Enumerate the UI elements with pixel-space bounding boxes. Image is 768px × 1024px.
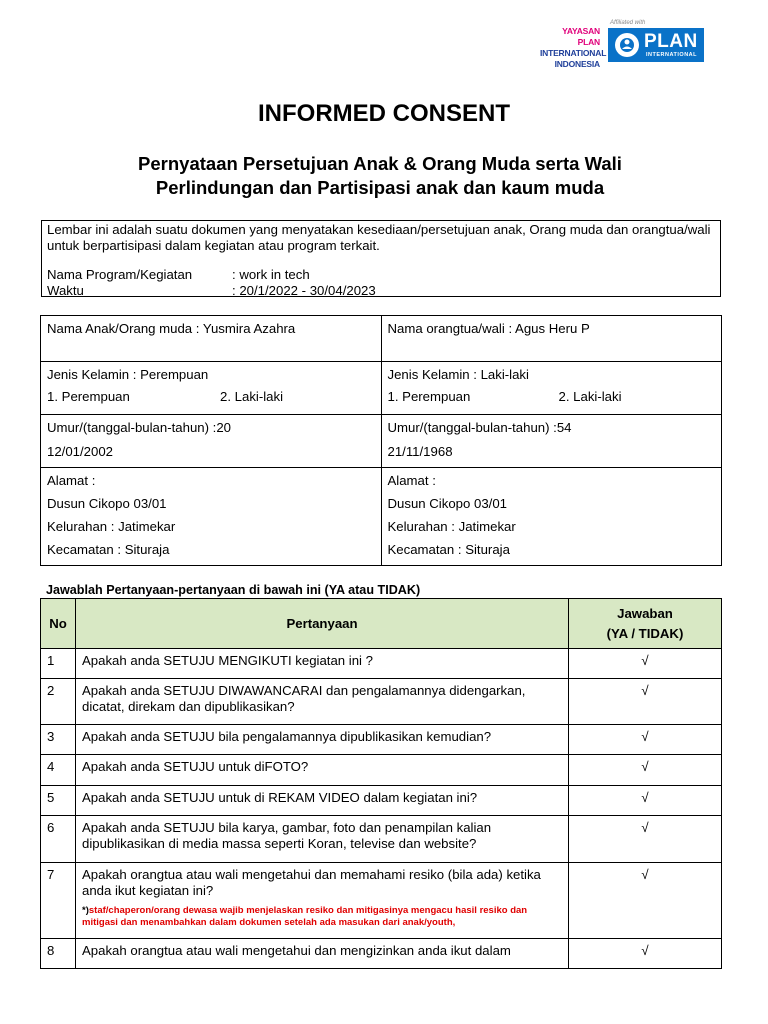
intro-box — [41, 220, 721, 297]
address-label: Alamat : — [387, 473, 436, 488]
logo-line-1: YAYASAN PLAN — [562, 26, 600, 47]
table-row — [41, 679, 722, 725]
row-no: 6 — [41, 816, 76, 863]
guardian-age: Umur/(tanggal-bulan-tahun) :54 — [387, 420, 572, 435]
row-no: 8 — [41, 939, 76, 969]
address-kecamatan: Kecamatan : Situraja — [387, 542, 510, 557]
row-answer-check: √ — [569, 679, 722, 725]
plan-sub: INTERNATIONAL — [646, 52, 698, 58]
row-answer-check: √ — [569, 863, 722, 939]
row-question: Apakah anda SETUJU bila karya, gambar, foto dan penampilan kalian dipublikasikan di media massa seperti Koran, televise dan website? — [76, 816, 569, 863]
row-no: 5 — [41, 786, 76, 816]
plan-logo-box — [608, 28, 704, 62]
child-dob: 12/01/2002 — [47, 444, 114, 459]
header-answer-line-1: Jawaban — [617, 605, 673, 621]
child-gender: Jenis Kelamin : Perempuan — [47, 367, 209, 382]
row-question: Apakah anda SETUJU DIWAWANCARAI dan pengalamannya didengarkan, dicatat, direkam dan dipublikasikan? — [76, 679, 569, 725]
program-value: : work in tech — [232, 267, 310, 282]
guardian-gender: Jenis Kelamin : Laki-laki — [387, 367, 529, 382]
note-text: staf/chaperon/orang dewasa wajib menjelaskan resiko dan mitigasinya mengacu hasil resiko dan mitigasi dan menambahkan dalam dokumen setelah ada masukan dari anak/youth, — [82, 905, 528, 928]
logo-line-2: INTERNATIONAL — [540, 48, 607, 58]
row-question — [76, 863, 569, 939]
table-row — [41, 649, 722, 679]
guardian-name: Nama orangtua/wali : Agus Heru P — [387, 321, 590, 336]
time-label: Waktu — [47, 283, 84, 298]
header-answer-line-2: (YA / TIDAK) — [606, 625, 684, 641]
option-male: 2. Laki-laki — [220, 389, 284, 404]
row-answer-check: √ — [569, 816, 722, 863]
questions-heading: Jawablah Pertanyaan-pertanyaan di bawah ini (YA atau TIDAK) — [46, 583, 421, 597]
option-male: 2. Laki-laki — [558, 389, 622, 404]
child-gender-options — [47, 389, 375, 405]
address-dusun: Dusun Cikopo 03/01 — [47, 496, 167, 511]
option-female: 1. Perempuan — [47, 389, 130, 404]
guardian-dob: 21/11/1968 — [387, 444, 453, 459]
address-dusun: Dusun Cikopo 03/01 — [387, 496, 507, 511]
child-name: Nama Anak/Orang muda : Yusmira Azahra — [47, 321, 296, 336]
questions-table — [40, 598, 722, 969]
row-answer-check: √ — [569, 649, 722, 679]
row-no: 4 — [41, 755, 76, 786]
row-answer-check: √ — [569, 725, 722, 755]
yayasan-plan-logo — [540, 26, 607, 70]
affiliated-text: Affiliated with — [610, 20, 646, 26]
table-header-row — [41, 599, 722, 649]
child-gender-cell — [41, 362, 382, 415]
child-age-cell — [41, 415, 382, 468]
row-answer-check: √ — [569, 939, 722, 969]
table-row — [41, 939, 722, 969]
address-kelurahan: Kelurahan : Jatimekar — [47, 519, 176, 534]
header-no: No — [41, 599, 76, 649]
row-no: 1 — [41, 649, 76, 679]
row-no: 3 — [41, 725, 76, 755]
intro-text: Lembar ini adalah suatu dokumen yang menyatakan kesediaan/persetujuan anak, Orang muda dan orangtua/wali untuk berpartisipasi dalam kegiatan atau program terkait. — [47, 222, 711, 253]
table-row — [41, 786, 722, 816]
document-title: INFORMED CONSENT — [258, 100, 510, 127]
address-kecamatan: Kecamatan : Situraja — [47, 542, 170, 557]
row-question: Apakah orangtua atau wali mengetahui dan mengizinkan anda ikut dalam — [76, 939, 569, 969]
subtitle-line-1: Pernyataan Persetujuan Anak & Orang Muda serta Wali — [138, 153, 622, 174]
row-question: Apakah anda SETUJU MENGIKUTI kegiatan ini ? — [76, 649, 569, 679]
guardian-age-cell — [381, 415, 722, 468]
header-answer — [569, 599, 722, 649]
guardian-gender-options — [388, 389, 716, 405]
row-answer-check: √ — [569, 755, 722, 786]
child-address-cell — [41, 468, 382, 566]
row-no: 7 — [41, 863, 76, 939]
time-value: : 20/1/2022 - 30/04/2023 — [232, 283, 376, 298]
address-kelurahan: Kelurahan : Jatimekar — [387, 519, 516, 534]
address-label: Alamat : — [47, 473, 96, 488]
row-answer-check: √ — [569, 786, 722, 816]
child-age: Umur/(tanggal-bulan-tahun) :20 — [47, 420, 231, 435]
table-row — [41, 816, 722, 863]
row-no: 2 — [41, 679, 76, 725]
risk-note — [82, 905, 562, 929]
table-row — [41, 755, 722, 786]
header-question: Pertanyaan — [76, 599, 569, 649]
plan-international-logo — [608, 20, 704, 64]
row-question: Apakah anda SETUJU untuk di REKAM VIDEO dalam kegiatan ini? — [76, 786, 569, 816]
plan-globe-icon — [614, 32, 640, 58]
participant-info-table — [40, 315, 722, 566]
plan-word: PLAN — [644, 31, 698, 52]
subtitle-line-2: Perlindungan dan Partisipasi anak dan kaum muda — [155, 177, 605, 198]
option-female: 1. Perempuan — [387, 389, 471, 404]
child-name-cell — [41, 316, 382, 362]
guardian-address-cell — [381, 468, 722, 566]
row-question: Apakah anda SETUJU bila pengalamannya dipublikasikan kemudian? — [76, 725, 569, 755]
guardian-name-cell — [381, 316, 722, 362]
document-subtitle — [0, 152, 760, 200]
row-question-text: Apakah orangtua atau wali mengetahui dan memahami resiko (bila ada) ketika anda ikut kegiatan ini? — [82, 867, 541, 898]
program-label: Nama Program/Kegiatan — [47, 267, 193, 282]
row-question: Apakah anda SETUJU untuk diFOTO? — [76, 755, 569, 786]
table-row — [41, 725, 722, 755]
note-star: *) — [82, 905, 89, 916]
table-row — [41, 863, 722, 939]
logo-line-3: INDONESIA — [554, 59, 600, 69]
guardian-gender-cell — [381, 362, 722, 415]
